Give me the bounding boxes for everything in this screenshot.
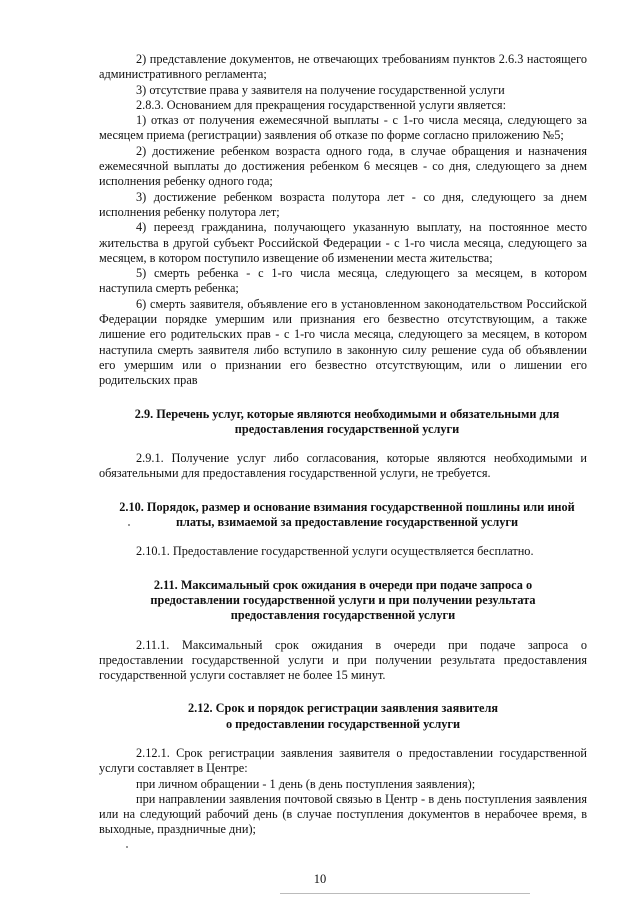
section-heading-2-12-line1: 2.12. Срок и порядок регистрации заявления заявителя: [187, 701, 499, 716]
page-body: [99, 52, 587, 838]
section-text-2-9: 2.9.1. Получение услуг либо согласования, которые являются необходимыми и обязательными для предоставления государственной услуги, не требуется.: [99, 451, 587, 481]
paragraph: 4) переезд гражданина, получающего указанную выплату, на постоянное место жительства в другой субъект Российской Федерации - с 1-го числа месяца, следующего за месяцем, в котором поступило извещение об изменении места жительства;: [99, 220, 587, 265]
paragraph: 2.8.3. Основанием для прекращения государственной услуги является:: [136, 97, 507, 112]
paragraph: 3) отсутствие права у заявителя на получение государственной услуги: [136, 82, 505, 97]
list-item: при направлении заявления почтовой связью в Центр - в день поступления заявления или на следующий рабочий день (в случае поступления документов в нерабочее время, в выходные, праздничные дни);: [99, 791, 587, 837]
section-heading-2-10: 2.10. Порядок, размер и основание взимания государственной пошлины или иной платы, взимаемой за предоставление государственной услуги: [119, 499, 575, 530]
scan-speck: [126, 846, 128, 848]
section-heading-2-11-line1: 2.11. Максимальный срок ожидания в очереди при подаче запроса о: [153, 577, 533, 592]
paragraph: 1) отказ от получения ежемесячной выплаты - с 1-го числа месяца, следующего за месяцем приема (регистрации) заявления об отказе по форме согласно приложению №5;: [99, 113, 587, 143]
paragraph: 3) достижение ребенком возраста полутора лет - со дня, следующего за днем исполнения ребенку полутора лет;: [99, 189, 587, 219]
list-item: при личном обращении - 1 день (в день поступления заявления);: [136, 776, 476, 791]
paragraph: 2) достижение ребенком возраста одного года, в случае обращения и назначения ежемесячной выплаты до достижения ребенком 6 месяцев - со дня, следующего за днем исполнения ребенку одного года;: [99, 143, 587, 189]
section-text-2-12: 2.12.1. Срок регистрации заявления заявителя о предоставлении государственной услуги составляет в Центре:: [99, 745, 587, 776]
section-text-2-11: 2.11.1. Максимальный срок ожидания в очереди при подаче запроса о предоставлении государственной услуги и при получении результата предоставления государственной услуги составляет не более 15 минут.: [99, 637, 587, 683]
section-heading-2-9: 2.9. Перечень услуг, которые являются необходимыми и обязательными для предоставления государственной услуги: [134, 406, 560, 436]
paragraph: 2) представление документов, не отвечающих требованиям пунктов 2.6.3 настоящего административного регламента;: [99, 52, 587, 82]
section-text-2-10: 2.10.1. Предоставление государственной услуги осуществляется бесплатно.: [136, 544, 534, 559]
scan-speck: [128, 524, 130, 526]
paragraph: 5) смерть ребенка - с 1-го числа месяца, следующего за месяцем, в котором наступила смерть ребенка;: [99, 266, 587, 296]
section-heading-2-11-line2: предоставлении государственной услуги и при получении результата: [150, 592, 536, 607]
section-heading-2-12-line2: о предоставлении государственной услуги: [225, 716, 461, 731]
footer-rule: [280, 893, 530, 894]
section-heading-2-11-line3: предоставления государственной услуги: [230, 608, 456, 623]
page-number: 10: [313, 872, 327, 886]
paragraph: 6) смерть заявителя, объявление его в установленном законодательством Российской Федерации порядке умершим или признания его безвестно отсутствующим, а также лишение его родительских прав - с 1-го числа месяца, следующего за месяцем, в котором наступила смерть заявителя либо вступило в законную силу решение суда об объявлении его умершим или о признании его безвестно отсутствующим, или о лишении его родительских прав: [99, 296, 587, 388]
